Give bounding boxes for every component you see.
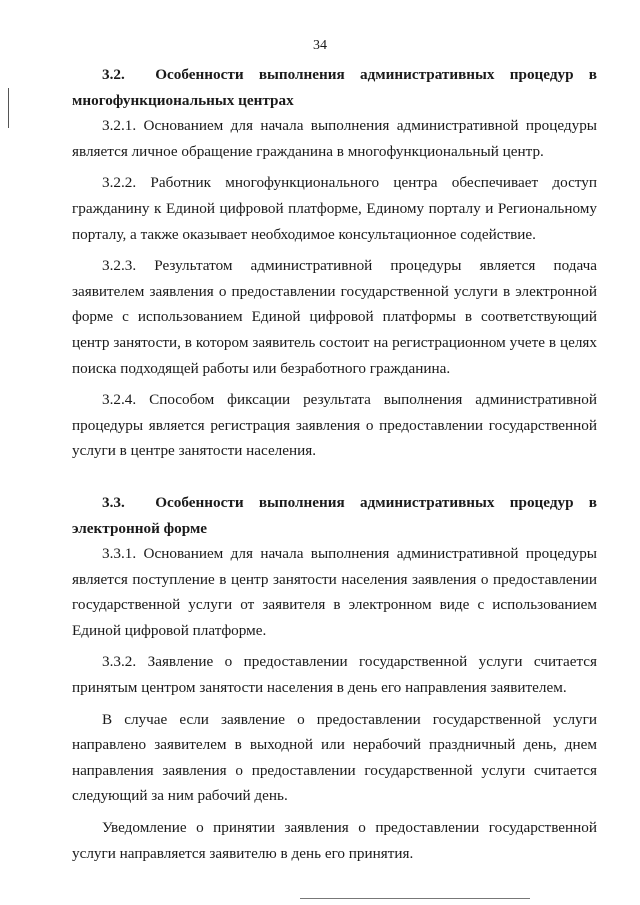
heading-word: Особенности: [155, 66, 244, 83]
heading-word: выполнения: [258, 493, 345, 511]
paragraph-3-2-3: 3.2.3. Результатом административной процедуры является подача заявителем заявления о предоставлении государственной услуги в электронной форме с использованием Единой цифровой платформы в соответствующий центр занятости, в котором заявитель состоит на регистрационном учете в целях поиска подходящей работы или безработного гражданина.: [72, 257, 597, 377]
scan-edge-mark: [8, 88, 9, 128]
section-heading: [72, 62, 597, 113]
scan-bottom-line: [300, 898, 530, 899]
heading-word: процедур: [509, 66, 574, 83]
section-number: 3.3.: [102, 493, 125, 511]
section-3-2: [72, 62, 597, 464]
heading-word: в: [588, 493, 597, 511]
section-heading: [72, 490, 597, 541]
section-3-3: [72, 490, 597, 866]
heading-word: Особенности: [155, 493, 244, 511]
paragraph-3-3-1: 3.3.1. Основанием для начала выполнения административной процедуры является поступление в центр занятости населения заявления о предоставлении государственной услуги от заявителя в электронном виде с использованием Единой цифровой платформе.: [72, 545, 597, 639]
paragraph-3-2-2: 3.2.2. Работник многофункционального центра обеспечивает доступ гражданину к Единой цифровой платформе, Единому порталу и Региональному порталу, а также оказывает необходимое консультационное содействие.: [72, 174, 597, 243]
page-number: 34: [313, 38, 327, 53]
heading-rest: многофункциональных центрах: [72, 91, 294, 109]
paragraph-3-2-4: 3.2.4. Способом фиксации результата выполнения административной процедуры является регистрация заявления о предоставлении государственной услуги в центре занятости населения.: [72, 391, 597, 460]
heading-word: процедур: [509, 493, 574, 511]
paragraph-notification: Уведомление о принятии заявления о предоставлении государственной услуги направляется заявителю в день его принятия.: [72, 819, 597, 862]
heading-word: выполнения: [258, 66, 345, 83]
heading-rest: электронной форме: [72, 519, 208, 537]
heading-word: административных: [359, 66, 495, 83]
document-body: [72, 62, 597, 872]
heading-word: административных: [359, 493, 495, 511]
section-number: 3.2.: [102, 66, 125, 83]
heading-word: в: [588, 66, 597, 83]
paragraph-3-2-1: 3.2.1. Основанием для начала выполнения административной процедуры является личное обращение гражданина в многофункциональный центр.: [72, 117, 597, 160]
paragraph-holiday-rule: В случае если заявление о предоставлении государственной услуги направлено заявителем в выходной или нерабочий праздничный день, днем направления заявления о предоставлении государственной услуги считается следующий за ним рабочий день.: [72, 710, 597, 805]
paragraph-3-3-2: 3.3.2. Заявление о предоставлении государственной услуги считается принятым центром занятости населения в день его направления заявителем.: [72, 653, 597, 697]
